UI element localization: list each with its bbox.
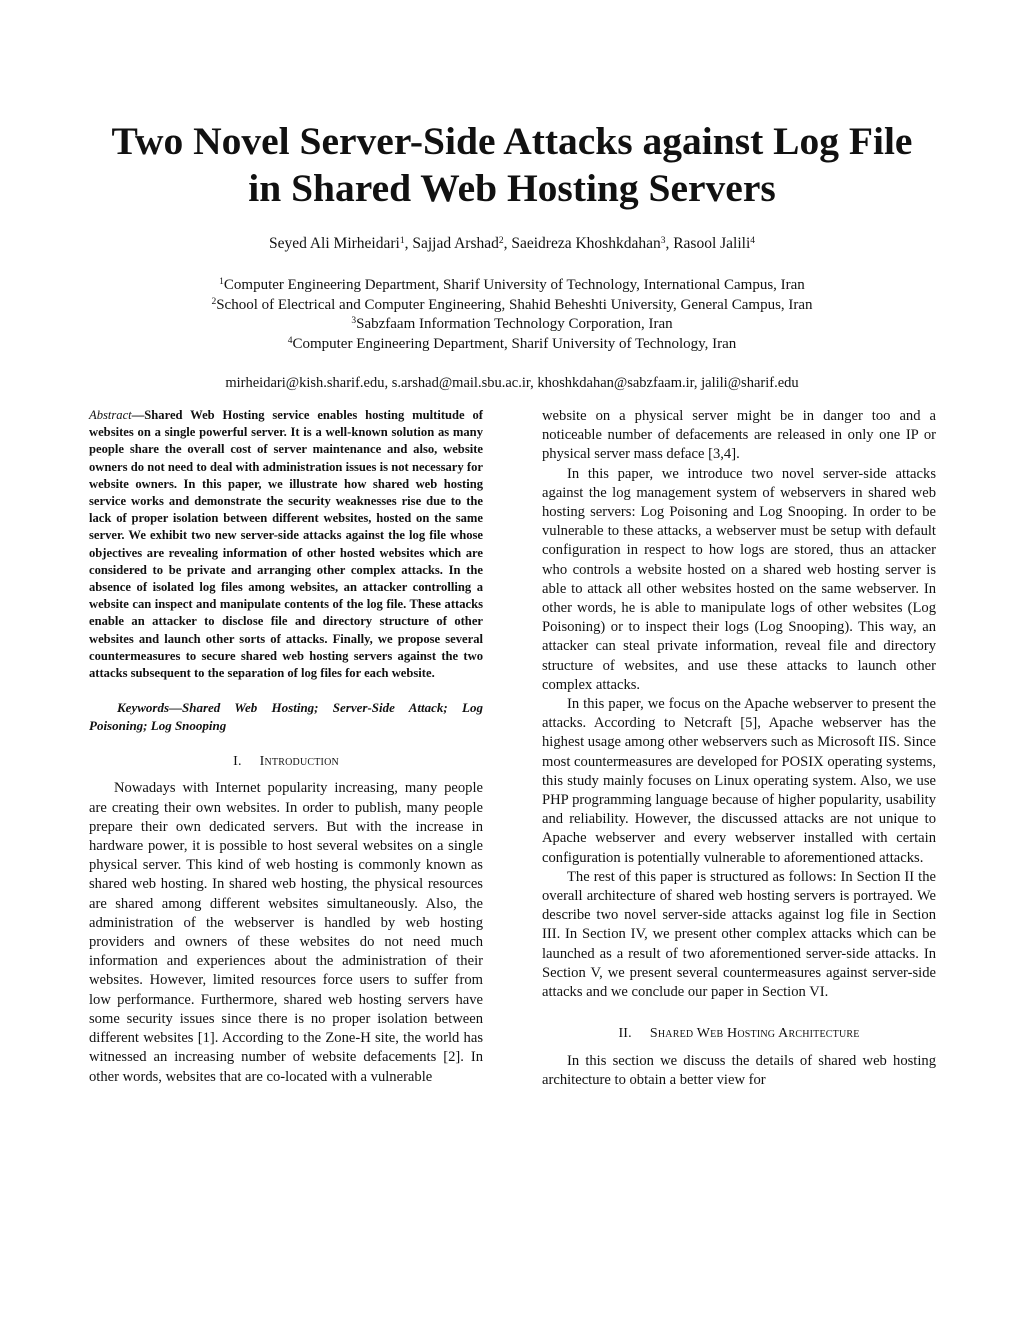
- affiliation: [60, 296, 964, 316]
- author-affil-mark: 1: [399, 236, 405, 246]
- body-paragraph: The rest of this paper is structured as follows: In Section II the overall architecture of shared web hosting servers is portrayed. We describe two novel server-side attacks against log file in Section III. In Section IV, we present other complex attacks which can be launched as a result of two aforementioned server-side attacks. In Section V, we present several countermeasures against server-side attacks and we conclude our paper in Section VI.: [542, 868, 936, 1001]
- affiliation-mark: 4: [287, 335, 293, 346]
- affiliation: [60, 315, 964, 335]
- author-affil-mark: 3: [660, 236, 666, 246]
- section-heading-introduction: [89, 752, 483, 771]
- author-name: Seyed Ali Mirheidari: [268, 235, 400, 252]
- body-paragraph: website on a physical server might be in danger too and a noticeable number of defacements are released in only one IP or physical server mass deface [3,4].: [542, 408, 936, 463]
- body-paragraph: In this paper, we introduce two novel server-side attacks against the log management system of webservers in shared web hosting servers: Log Poisoning and Log Snooping. In order to be vulnerable to these attacks, a webserver must be setup with default configuration in respect to how logs are stored, thus an attacker who controls a website hosted on a shared web hosting server is able to attack all other websites hosted on the same webserver. In other words, he is able to manipulate logs of other websites (Log Poisoning) or to inspect their logs (Log Snooping). This way, an attacker can steal private information, reveal file and directory structure of websites, and use these attacks to launch other complex attacks.: [542, 465, 936, 693]
- author-list: [60, 234, 964, 254]
- affiliation: [60, 335, 964, 355]
- title-line-1: Two Novel Server-Side Attacks against Log File: [111, 119, 913, 163]
- title-line-2: in Shared Web Hosting Servers: [248, 166, 776, 210]
- body-paragraph: In this paper, we focus on the Apache webserver to present the attacks. According to Netcraft [5], Apache webserver has the highest usage among other webservers such as Microsoft IIS. Since most countermeasures are developed for POSIX operating systems, this study mainly focuses on Linux operating system. Also, we use PHP programming language because of higher popularity, usability and reliability. However, the discussed attacks are not unique to Apache webserver and every webserver installed with certain configuration is potentially vulnerable to aforementioned attacks.: [542, 696, 936, 866]
- section-heading-architecture: [542, 1024, 936, 1043]
- affiliation-text: Sabzfaam Information Technology Corporation, Iran: [356, 316, 673, 332]
- author-name: Saeidreza Khoshkdahan: [511, 235, 661, 252]
- author-affil-mark: 2: [498, 236, 504, 246]
- body-paragraph: In this section we discuss the details of shared web hosting architecture to obtain a better view for: [542, 1052, 936, 1088]
- affiliation-text: Computer Engineering Department, Sharif University of Technology, International Campus, Iran: [223, 277, 805, 293]
- abstract: [89, 407, 483, 682]
- author-name: Rasool Jalili: [673, 235, 751, 252]
- keywords: [89, 699, 483, 734]
- section-number: I.: [233, 754, 242, 770]
- author-separator: ,: [404, 235, 413, 252]
- affiliation-text: Computer Engineering Department, Sharif University of Technology, Iran: [292, 335, 737, 352]
- paper-title: [60, 118, 964, 212]
- affiliation-mark: 2: [211, 296, 217, 307]
- keywords-label: Keywords: [117, 700, 169, 716]
- left-column: [89, 407, 483, 1087]
- author-name: Sajjad Arshad: [412, 235, 499, 252]
- section-title: Shared Web Hosting Architecture: [649, 1026, 860, 1042]
- abstract-text: —Shared Web Hosting service enables hosting multitude of websites on a single powerful server. It is a well-known solution as many people share the overall cost of server maintenance and also, website owners do not need to deal with administration issues is not necessary for website owners. In this paper, we illustrate how shared web hosting service works and demonstrate the security weaknesses rise due to the lack of proper isolation between different websites, hosted on the same server. We exhibit two new server-side attacks against the log file whose objectives are revealing information of other hosted websites which are considered to be private and arranging other complex attacks. In the absence of isolated log files among websites, an attacker controlling a website can inspect and manipulate contents of the log file. These attacks enable an attacker to disclose file and directory structure of other websites and launch other sorts of attacks. Finally, we propose several countermeasures to secure shared web hosting servers against the two attacks subsequent to the separation of log files for each website.: [89, 408, 483, 681]
- affiliation-mark: 1: [219, 277, 224, 287]
- author-emails: mirheidari@kish.sharif.edu, s.arshad@mail.sbu.ac.ir, khoshkdahan@sabzfaam.ir, jalili@sharif.edu: [225, 375, 799, 391]
- keywords-text: —Shared Web Hosting; Server-Side Attack; Log Poisoning; Log Snooping: [89, 700, 483, 733]
- affiliation-list: [60, 276, 964, 354]
- abstract-label: Abstract: [89, 408, 132, 422]
- body-paragraph: Nowadays with Internet popularity increasing, many people are creating their own websites. In order to publish, many people prepare their own dedicated servers. But with the increase in hardware power, it is possible to host several websites on a single physical server. This kind of web hosting is commonly known as shared web hosting. In shared web hosting, the physical resources are shared among different websites simultaneously. Also, the administration of the webserver is handled by web hosting providers and owners of these websites do not need much information and experiences about the administration of their websites. However, limited resources force users to suffer from low performance. Furthermore, shared web hosting servers have some security issues since there is no proper isolation between different websites [1]. According to the Zone-H site, the world has witnessed an increasing number of website defacements [2]. In other words, websites that are co-located with a vulnerable: [89, 780, 483, 1085]
- section-number: II.: [618, 1026, 632, 1042]
- affiliation-text: School of Electrical and Computer Engineering, Shahid Beheshti University, General Campus, Iran: [216, 296, 813, 313]
- affiliation: [60, 276, 964, 296]
- right-column: [542, 407, 936, 1090]
- author-separator: ,: [503, 235, 512, 252]
- author-affil-mark: 4: [750, 236, 756, 246]
- author-separator: ,: [665, 235, 674, 252]
- section-title: Introduction: [259, 754, 339, 770]
- affiliation-mark: 3: [351, 316, 357, 326]
